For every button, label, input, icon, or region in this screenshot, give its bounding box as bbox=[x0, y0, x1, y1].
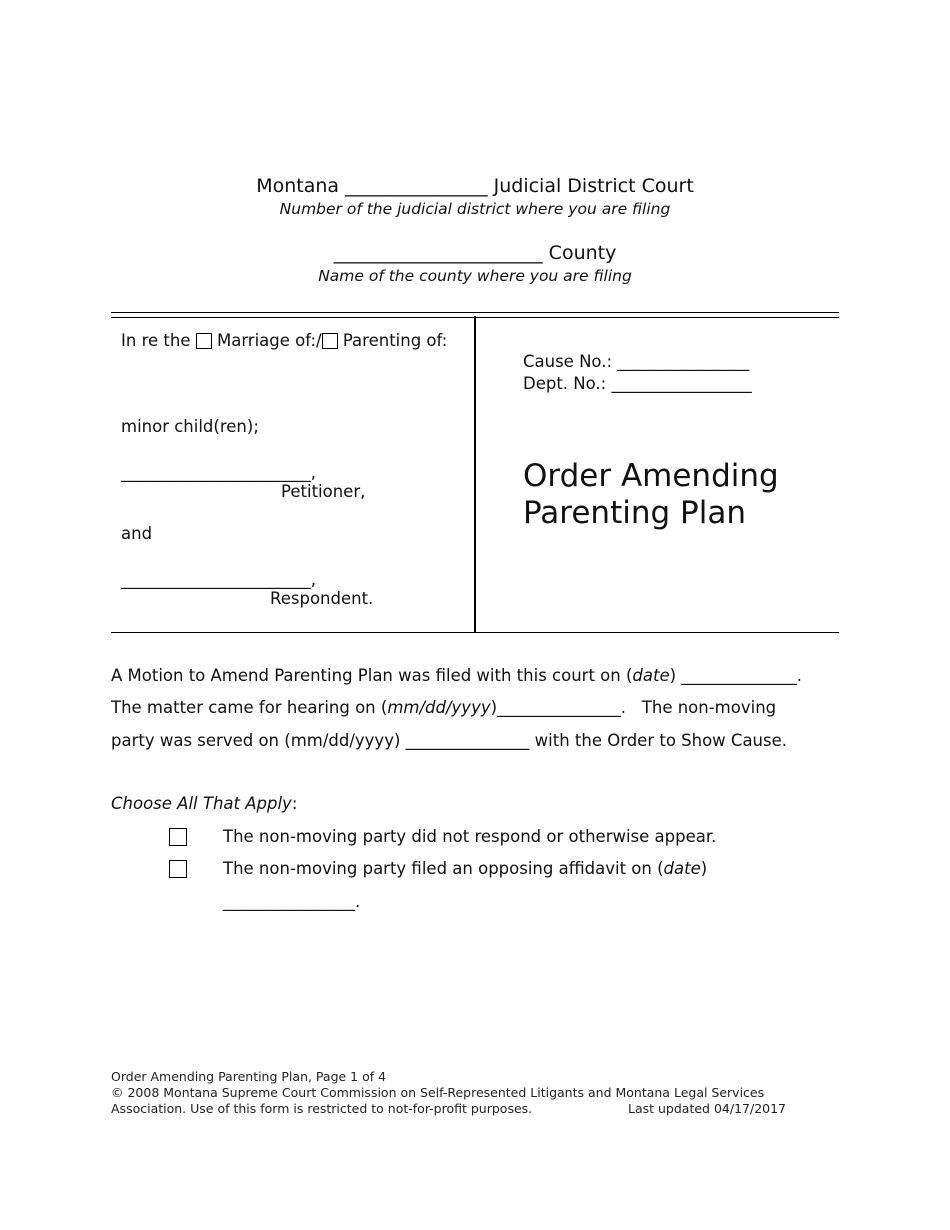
option-2-row bbox=[169, 860, 187, 879]
served-line: party was served on (mm/dd/yyyy) _______________ with the Order to Show Cause. bbox=[111, 731, 788, 750]
document-title bbox=[523, 458, 779, 532]
title-line-1: Order Amending bbox=[523, 458, 779, 494]
option-2-text: The non-moving party filed an opposing affidavit on ( bbox=[223, 859, 664, 878]
motion-filed-line bbox=[111, 666, 802, 685]
footer-page-info: Order Amending Parenting Plan, Page 1 of 4 bbox=[111, 1069, 387, 1084]
parenting-checkbox[interactable] bbox=[322, 333, 338, 349]
marriage-checkbox[interactable] bbox=[196, 333, 212, 349]
hearing-text: The matter came for hearing on ( bbox=[111, 698, 388, 717]
option-2-label bbox=[223, 859, 707, 878]
caption-bottom-rule bbox=[111, 632, 839, 633]
option-2-date-hint: date bbox=[663, 859, 701, 878]
hearing-line bbox=[111, 698, 776, 717]
caption-divider bbox=[474, 316, 476, 633]
cause-number-field[interactable]: Cause No.: ________________ bbox=[523, 352, 750, 371]
marriage-label: Marriage of:/ bbox=[216, 331, 322, 350]
option-1-row bbox=[169, 828, 187, 847]
county-line: ______________________ County bbox=[333, 242, 617, 264]
county-hint: Name of the county where you are filing bbox=[318, 267, 632, 285]
dept-number-field[interactable]: Dept. No.: _________________ bbox=[523, 374, 752, 393]
choose-colon: : bbox=[291, 794, 298, 813]
choose-heading bbox=[111, 794, 297, 813]
title-line-2: Parenting Plan bbox=[523, 495, 746, 531]
court-line: Montana _______________ Judicial District Court bbox=[256, 175, 694, 197]
date-format-hint: mm/dd/yyyy bbox=[387, 698, 491, 717]
date-hint: date bbox=[632, 666, 670, 685]
petitioner-blank[interactable]: _______________________, bbox=[121, 463, 316, 482]
footer-usage-note: Association. Use of this form is restricted to not-for-profit purposes. bbox=[111, 1101, 533, 1116]
parenting-label: Parenting of: bbox=[342, 331, 448, 350]
court-hint: Number of the judicial district where you are filing bbox=[279, 200, 671, 218]
respondent-label: Respondent. bbox=[270, 589, 374, 608]
footer-copyright: © 2008 Montana Supreme Court Commission on Self-Represented Litigants and Montana Legal Services bbox=[111, 1085, 765, 1100]
option-2-date-blank[interactable]: ________________. bbox=[223, 892, 361, 911]
in-re-line bbox=[121, 331, 447, 350]
petitioner-label: Petitioner, bbox=[281, 482, 366, 501]
footer-last-updated: Last updated 04/17/2017 bbox=[628, 1101, 787, 1116]
motion-text: A Motion to Amend Parenting Plan was filed with this court on ( bbox=[111, 666, 633, 685]
minor-children-label: minor child(ren); bbox=[121, 417, 259, 436]
option-2-checkbox[interactable] bbox=[169, 860, 187, 878]
option-1-label: The non-moving party did not respond or otherwise appear. bbox=[223, 827, 717, 846]
option-2-close: ) bbox=[700, 859, 708, 878]
option-1-checkbox[interactable] bbox=[169, 828, 187, 846]
motion-date-blank[interactable]: ) ______________. bbox=[669, 666, 803, 685]
in-re-label: In re the bbox=[121, 331, 191, 350]
and-label: and bbox=[121, 524, 153, 543]
respondent-blank[interactable]: _______________________, bbox=[121, 570, 316, 589]
hearing-date-blank[interactable]: )_______________. The non-moving bbox=[490, 698, 777, 717]
choose-label: Choose All That Apply bbox=[111, 794, 292, 813]
